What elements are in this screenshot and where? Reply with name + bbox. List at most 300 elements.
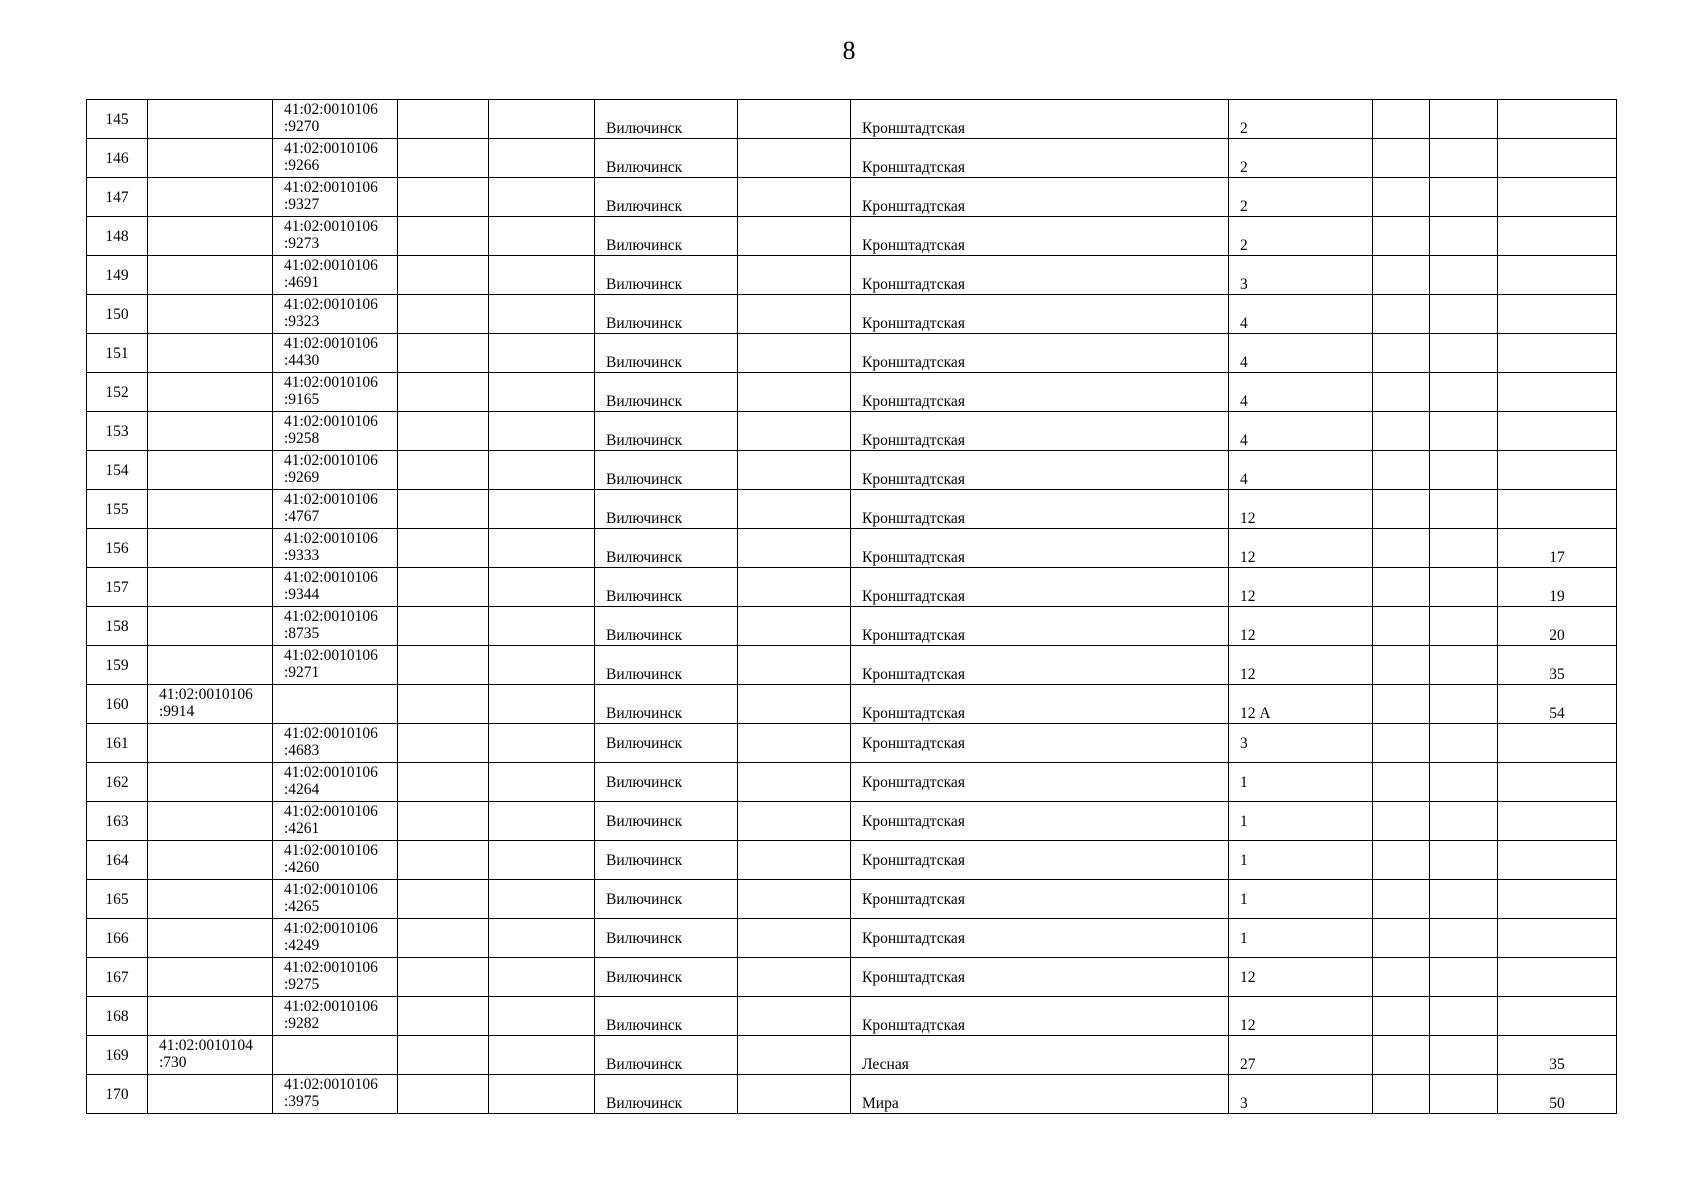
empty-cell: [489, 256, 595, 295]
empty-cell: [398, 412, 489, 451]
empty-cell: [738, 724, 851, 763]
house-number-cell: 12: [1229, 646, 1373, 685]
house-number-cell: 3: [1229, 724, 1373, 763]
house-number-cell: 12: [1229, 607, 1373, 646]
apartment-number-cell: [1498, 217, 1617, 256]
city-cell: Вилючинск: [595, 412, 738, 451]
empty-cell: [1373, 295, 1430, 334]
cadastral-line: 41:02:0010106: [284, 764, 378, 781]
street-cell: Кронштадтская: [851, 217, 1229, 256]
city-cell: Вилючинск: [595, 763, 738, 802]
table-row: [87, 1036, 1617, 1075]
row-number-cell: 154: [87, 451, 148, 490]
city-cell: Вилючинск: [595, 334, 738, 373]
row-number-cell: 152: [87, 373, 148, 412]
cadastral-line: 41:02:0010106: [284, 491, 378, 508]
empty-cell: [489, 217, 595, 256]
empty-cell: [738, 529, 851, 568]
table-row: [87, 763, 1617, 802]
row-number-cell: 151: [87, 334, 148, 373]
city-cell: Вилючинск: [595, 451, 738, 490]
empty-cell: [738, 178, 851, 217]
cadastral-line: 41:02:0010106: [284, 608, 378, 625]
empty-cell: [1430, 763, 1498, 802]
street-cell: Кронштадтская: [851, 958, 1229, 997]
empty-cell: [1430, 802, 1498, 841]
empty-cell: [1373, 646, 1430, 685]
empty-cell: [489, 724, 595, 763]
street-cell: Кронштадтская: [851, 256, 1229, 295]
empty-cell: [398, 1075, 489, 1114]
table-row: [87, 958, 1617, 997]
empty-cell: [738, 919, 851, 958]
empty-cell: [489, 568, 595, 607]
empty-cell: [398, 451, 489, 490]
cadastral-number-cell: [148, 139, 273, 178]
table-row: [87, 568, 1617, 607]
table-row: [87, 100, 1617, 139]
cadastral-number-cell: [148, 178, 273, 217]
cadastral-number-cell: [148, 568, 273, 607]
street-cell: Лесная: [851, 1036, 1229, 1075]
row-number-cell: 167: [87, 958, 148, 997]
cadastral-number-cell: [148, 724, 273, 763]
apartment-number-cell: [1498, 334, 1617, 373]
cadastral-number-cell: [148, 958, 273, 997]
empty-cell: [398, 724, 489, 763]
cadastral-line: :3975: [284, 1093, 320, 1110]
cadastral-number-cell: [148, 1036, 273, 1075]
cadastral-number-cell: [148, 373, 273, 412]
apartment-number-cell: [1498, 373, 1617, 412]
cadastral-line: 41:02:0010106: [284, 647, 378, 664]
house-number-cell: 12 А: [1229, 685, 1373, 724]
table-body: [87, 100, 1617, 1114]
table-row: [87, 880, 1617, 919]
house-number-cell: 2: [1229, 139, 1373, 178]
cadastral-line: 41:02:0010106: [284, 725, 378, 742]
cadastral-number-cell: [148, 529, 273, 568]
cadastral-line: 41:02:0010106: [284, 959, 378, 976]
street-cell: Кронштадтская: [851, 685, 1229, 724]
apartment-number-cell: [1498, 763, 1617, 802]
table-row: [87, 178, 1617, 217]
cadastral-line: 41:02:0010106: [159, 686, 253, 703]
empty-cell: [1373, 958, 1430, 997]
cadastral-line: 41:02:0010106: [284, 218, 378, 235]
empty-cell: [1430, 841, 1498, 880]
page-number: 8: [842, 36, 856, 65]
empty-cell: [1430, 529, 1498, 568]
cadastral-line: 41:02:0010106: [284, 101, 378, 118]
street-cell: Кронштадтская: [851, 529, 1229, 568]
house-number-cell: 4: [1229, 334, 1373, 373]
empty-cell: [1430, 997, 1498, 1036]
cadastral-number-alt-cell: [273, 100, 398, 139]
empty-cell: [489, 646, 595, 685]
empty-cell: [489, 451, 595, 490]
cadastral-line: 41:02:0010106: [284, 920, 378, 937]
street-cell: Кронштадтская: [851, 451, 1229, 490]
empty-cell: [738, 997, 851, 1036]
cadastral-line: :9333: [284, 547, 320, 564]
empty-cell: [1373, 100, 1430, 139]
cadastral-number-alt-cell: [273, 724, 398, 763]
city-cell: Вилючинск: [595, 295, 738, 334]
cadastral-line: :4691: [284, 274, 320, 291]
street-cell: Кронштадтская: [851, 724, 1229, 763]
empty-cell: [489, 958, 595, 997]
cadastral-number-alt-cell: [273, 1036, 398, 1075]
cadastral-line: 41:02:0010106: [284, 803, 378, 820]
empty-cell: [1430, 1075, 1498, 1114]
row-number-cell: 149: [87, 256, 148, 295]
house-number-cell: 3: [1229, 256, 1373, 295]
table-row: [87, 802, 1617, 841]
empty-cell: [398, 529, 489, 568]
apartment-number-cell: [1498, 100, 1617, 139]
empty-cell: [1430, 724, 1498, 763]
row-number-cell: 163: [87, 802, 148, 841]
empty-cell: [738, 334, 851, 373]
house-number-cell: 12: [1229, 529, 1373, 568]
row-number-cell: 157: [87, 568, 148, 607]
cadastral-line: 41:02:0010106: [284, 374, 378, 391]
cadastral-number-cell: [148, 802, 273, 841]
empty-cell: [1373, 1036, 1430, 1075]
empty-cell: [1373, 412, 1430, 451]
street-cell: Кронштадтская: [851, 841, 1229, 880]
apartment-number-cell: 17: [1498, 529, 1617, 568]
apartment-number-cell: [1498, 802, 1617, 841]
empty-cell: [738, 373, 851, 412]
empty-cell: [398, 256, 489, 295]
row-number-cell: 150: [87, 295, 148, 334]
empty-cell: [489, 997, 595, 1036]
empty-cell: [398, 763, 489, 802]
table-row: [87, 646, 1617, 685]
street-cell: Кронштадтская: [851, 412, 1229, 451]
table-row: [87, 529, 1617, 568]
house-number-cell: 4: [1229, 451, 1373, 490]
street-cell: Кронштадтская: [851, 100, 1229, 139]
empty-cell: [738, 958, 851, 997]
empty-cell: [398, 997, 489, 1036]
city-cell: Вилючинск: [595, 217, 738, 256]
empty-cell: [1430, 256, 1498, 295]
cadastral-line: :9327: [284, 196, 320, 213]
cadastral-line: :9282: [284, 1015, 320, 1032]
cadastral-number-alt-cell: [273, 529, 398, 568]
apartment-number-cell: 54: [1498, 685, 1617, 724]
cadastral-number-alt-cell: [273, 490, 398, 529]
street-cell: Кронштадтская: [851, 607, 1229, 646]
empty-cell: [738, 295, 851, 334]
empty-cell: [1373, 334, 1430, 373]
empty-cell: [738, 568, 851, 607]
row-number-cell: 164: [87, 841, 148, 880]
table-row: [87, 724, 1617, 763]
city-cell: Вилючинск: [595, 490, 738, 529]
empty-cell: [1430, 295, 1498, 334]
empty-cell: [489, 100, 595, 139]
empty-cell: [738, 646, 851, 685]
cadastral-number-alt-cell: [273, 958, 398, 997]
empty-cell: [398, 568, 489, 607]
empty-cell: [738, 100, 851, 139]
apartment-number-cell: 35: [1498, 1036, 1617, 1075]
house-number-cell: 4: [1229, 412, 1373, 451]
house-number-cell: 2: [1229, 178, 1373, 217]
apartment-number-cell: [1498, 880, 1617, 919]
row-number-cell: 168: [87, 997, 148, 1036]
empty-cell: [489, 178, 595, 217]
empty-cell: [1373, 880, 1430, 919]
empty-cell: [1373, 568, 1430, 607]
empty-cell: [738, 490, 851, 529]
cadastral-number-cell: [148, 334, 273, 373]
empty-cell: [489, 490, 595, 529]
cadastral-number-alt-cell: [273, 880, 398, 919]
cadastral-number-alt-cell: [273, 1075, 398, 1114]
row-number-cell: 162: [87, 763, 148, 802]
table-row: [87, 217, 1617, 256]
empty-cell: [398, 217, 489, 256]
empty-cell: [398, 607, 489, 646]
city-cell: Вилючинск: [595, 997, 738, 1036]
row-number-cell: 158: [87, 607, 148, 646]
cadastral-number-alt-cell: [273, 568, 398, 607]
empty-cell: [1430, 139, 1498, 178]
cadastral-number-alt-cell: [273, 295, 398, 334]
empty-cell: [1430, 607, 1498, 646]
house-number-cell: 1: [1229, 880, 1373, 919]
apartment-number-cell: [1498, 997, 1617, 1036]
empty-cell: [1373, 1075, 1430, 1114]
empty-cell: [398, 919, 489, 958]
empty-cell: [489, 412, 595, 451]
cadastral-line: 41:02:0010106: [284, 1076, 378, 1093]
table-row: [87, 373, 1617, 412]
empty-cell: [398, 178, 489, 217]
row-number-cell: 160: [87, 685, 148, 724]
cadastral-number-cell: [148, 1075, 273, 1114]
cadastral-line: :9275: [284, 976, 320, 993]
empty-cell: [1373, 139, 1430, 178]
cadastral-number-cell: [148, 646, 273, 685]
cadastral-number-alt-cell: [273, 646, 398, 685]
cadastral-number-alt-cell: [273, 763, 398, 802]
cadastral-line: 41:02:0010106: [284, 257, 378, 274]
city-cell: Вилючинск: [595, 841, 738, 880]
house-number-cell: 4: [1229, 295, 1373, 334]
empty-cell: [1373, 841, 1430, 880]
row-number-cell: 165: [87, 880, 148, 919]
empty-cell: [489, 334, 595, 373]
table-row: [87, 841, 1617, 880]
street-cell: Кронштадтская: [851, 178, 1229, 217]
city-cell: Вилючинск: [595, 880, 738, 919]
cadastral-line: :4264: [284, 781, 320, 798]
city-cell: Вилючинск: [595, 256, 738, 295]
empty-cell: [738, 256, 851, 295]
city-cell: Вилючинск: [595, 100, 738, 139]
cadastral-number-alt-cell: [273, 334, 398, 373]
empty-cell: [1430, 451, 1498, 490]
apartment-number-cell: 19: [1498, 568, 1617, 607]
empty-cell: [1373, 763, 1430, 802]
empty-cell: [489, 607, 595, 646]
row-number-cell: 146: [87, 139, 148, 178]
house-number-cell: 1: [1229, 919, 1373, 958]
house-number-cell: 12: [1229, 568, 1373, 607]
empty-cell: [1430, 334, 1498, 373]
cadastral-line: :4249: [284, 937, 320, 954]
empty-cell: [738, 880, 851, 919]
cadastral-number-cell: [148, 919, 273, 958]
row-number-cell: 170: [87, 1075, 148, 1114]
row-number-cell: 166: [87, 919, 148, 958]
row-number-cell: 148: [87, 217, 148, 256]
empty-cell: [738, 802, 851, 841]
street-cell: Кронштадтская: [851, 646, 1229, 685]
row-number-cell: 159: [87, 646, 148, 685]
cadastral-line: :4265: [284, 898, 320, 915]
empty-cell: [489, 841, 595, 880]
row-number-cell: 147: [87, 178, 148, 217]
cadastral-line: 41:02:0010106: [284, 530, 378, 547]
cadastral-line: :9165: [284, 391, 320, 408]
empty-cell: [738, 412, 851, 451]
cadastral-line: :4261: [284, 820, 320, 837]
house-number-cell: 12: [1229, 997, 1373, 1036]
apartment-number-cell: [1498, 178, 1617, 217]
cadastral-number-cell: [148, 295, 273, 334]
table-row: [87, 256, 1617, 295]
city-cell: Вилючинск: [595, 607, 738, 646]
cadastral-line: :9273: [284, 235, 320, 252]
table-row: [87, 139, 1617, 178]
table-row: [87, 997, 1617, 1036]
apartment-number-cell: [1498, 412, 1617, 451]
empty-cell: [398, 1036, 489, 1075]
empty-cell: [1430, 100, 1498, 139]
empty-cell: [1430, 919, 1498, 958]
cadastral-line: 41:02:0010106: [284, 881, 378, 898]
cadastral-line: :9258: [284, 430, 320, 447]
cadastral-number-cell: [148, 490, 273, 529]
cadastral-line: 41:02:0010106: [284, 452, 378, 469]
empty-cell: [489, 529, 595, 568]
empty-cell: [738, 841, 851, 880]
apartment-number-cell: [1498, 958, 1617, 997]
empty-cell: [1373, 451, 1430, 490]
city-cell: Вилючинск: [595, 1075, 738, 1114]
cadastral-line: 41:02:0010106: [284, 179, 378, 196]
cadastral-line: 41:02:0010106: [284, 140, 378, 157]
empty-cell: [738, 1075, 851, 1114]
empty-cell: [1373, 685, 1430, 724]
empty-cell: [489, 763, 595, 802]
city-cell: Вилючинск: [595, 685, 738, 724]
cadastral-line: 41:02:0010104: [159, 1037, 253, 1054]
cadastral-number-alt-cell: [273, 373, 398, 412]
city-cell: Вилючинск: [595, 919, 738, 958]
city-cell: Вилючинск: [595, 373, 738, 412]
empty-cell: [398, 958, 489, 997]
empty-cell: [489, 685, 595, 724]
cadastral-number-alt-cell: [273, 607, 398, 646]
row-number-cell: 161: [87, 724, 148, 763]
table-row: [87, 412, 1617, 451]
house-number-cell: 12: [1229, 490, 1373, 529]
empty-cell: [1373, 217, 1430, 256]
street-cell: Кронштадтская: [851, 373, 1229, 412]
cadastral-line: :4767: [284, 508, 320, 525]
house-number-cell: 3: [1229, 1075, 1373, 1114]
cadastral-number-alt-cell: [273, 451, 398, 490]
cadastral-number-alt-cell: [273, 139, 398, 178]
apartment-number-cell: [1498, 139, 1617, 178]
cadastral-line: 41:02:0010106: [284, 413, 378, 430]
street-cell: Кронштадтская: [851, 763, 1229, 802]
empty-cell: [1373, 919, 1430, 958]
empty-cell: [489, 139, 595, 178]
table-row: [87, 607, 1617, 646]
empty-cell: [489, 802, 595, 841]
cadastral-number-cell: [148, 412, 273, 451]
street-cell: Кронштадтская: [851, 568, 1229, 607]
street-cell: Кронштадтская: [851, 997, 1229, 1036]
cadastral-line: 41:02:0010106: [284, 842, 378, 859]
table-row: [87, 490, 1617, 529]
apartment-number-cell: [1498, 256, 1617, 295]
city-cell: Вилючинск: [595, 139, 738, 178]
empty-cell: [1373, 178, 1430, 217]
cadastral-number-cell: [148, 841, 273, 880]
empty-cell: [489, 880, 595, 919]
city-cell: Вилючинск: [595, 1036, 738, 1075]
street-cell: Кронштадтская: [851, 334, 1229, 373]
cadastral-number-cell: [148, 997, 273, 1036]
house-number-cell: 1: [1229, 841, 1373, 880]
empty-cell: [398, 490, 489, 529]
cadastral-line: :730: [159, 1054, 187, 1071]
street-cell: Кронштадтская: [851, 139, 1229, 178]
table-row: [87, 685, 1617, 724]
empty-cell: [398, 880, 489, 919]
empty-cell: [398, 802, 489, 841]
cadastral-number-alt-cell: [273, 685, 398, 724]
empty-cell: [1430, 685, 1498, 724]
apartment-number-cell: 20: [1498, 607, 1617, 646]
table-row: [87, 919, 1617, 958]
street-cell: Кронштадтская: [851, 490, 1229, 529]
empty-cell: [1373, 529, 1430, 568]
row-number-cell: 153: [87, 412, 148, 451]
apartment-number-cell: [1498, 295, 1617, 334]
street-cell: Кронштадтская: [851, 295, 1229, 334]
city-cell: Вилючинск: [595, 802, 738, 841]
cadastral-line: :4260: [284, 859, 320, 876]
cadastral-line: 41:02:0010106: [284, 998, 378, 1015]
registry-table: [86, 99, 1617, 1114]
cadastral-number-cell: [148, 100, 273, 139]
cadastral-number-cell: [148, 451, 273, 490]
empty-cell: [738, 607, 851, 646]
empty-cell: [1430, 568, 1498, 607]
row-number-cell: 156: [87, 529, 148, 568]
